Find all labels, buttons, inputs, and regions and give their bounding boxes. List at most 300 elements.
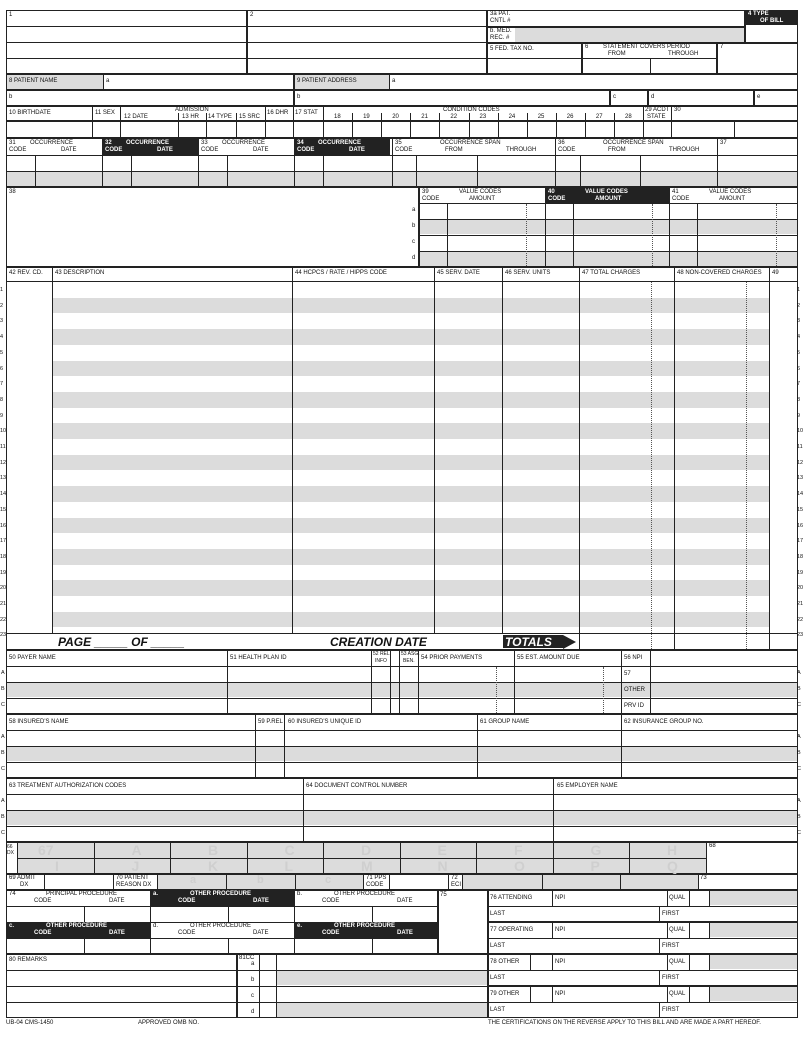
divider [552, 954, 553, 970]
divider [488, 906, 798, 907]
condition-code-label: 24 [508, 114, 516, 120]
service-line-number-left: 14 [0, 491, 7, 498]
physician-last: LAST [490, 943, 506, 949]
service-line-number-right: 13 [797, 475, 804, 482]
cents-divider [746, 282, 747, 649]
condition-code-label: 26 [566, 114, 574, 120]
remarks-row-letter: c [251, 993, 254, 999]
field-35-title: OCCURRENCE SPAN [440, 140, 501, 146]
procedure-date-label: DATE [253, 898, 269, 904]
divider [131, 155, 132, 187]
field-9a-address[interactable] [389, 74, 798, 90]
divider [717, 138, 718, 187]
divider [120, 106, 121, 138]
occurrence-code: CODE [201, 147, 219, 153]
physician-npi: NPI [555, 927, 566, 933]
field-42-header: 42 REV. CD. [9, 270, 43, 276]
service-line-number-left: 23 [0, 632, 7, 639]
divider [303, 778, 304, 842]
diagnosis-letter: C [284, 842, 295, 858]
creation-date-label: CREATION DATE [330, 635, 427, 649]
divider [709, 986, 710, 1002]
procedure-date-label: DATE [397, 898, 413, 904]
condition-code-label: 22 [450, 114, 458, 120]
field-52-label-1: 52 REL. [373, 651, 392, 657]
totals-arrow-icon [563, 635, 576, 649]
procedure-code-label: CODE [322, 930, 340, 936]
field-48-header: 48 NON-COVERED CHARGES [677, 270, 762, 276]
field-9e-letter: e [757, 94, 761, 100]
occurrence-num: 34 [297, 140, 304, 146]
field-6-num: 6 [585, 44, 589, 50]
procedure-letter: 74 [9, 891, 16, 897]
divider [227, 650, 228, 714]
divider [247, 842, 248, 874]
divider [206, 113, 207, 138]
service-line-number-right: 14 [797, 491, 804, 498]
row-letter-left: B [1, 686, 5, 692]
payer-shade-row [7, 683, 797, 697]
value-code-row-letter: c [412, 239, 415, 245]
service-line-number-right: 2 [797, 302, 801, 309]
divider [6, 794, 798, 795]
procedure-code-label: CODE [178, 930, 196, 936]
row-letter-left: C [1, 830, 5, 836]
occurrence-num: 33 [201, 140, 208, 146]
divider [448, 874, 449, 890]
condition-code-label: 28 [625, 114, 632, 120]
divider [390, 650, 391, 714]
field-53-label-1: 53 ASG. [401, 651, 420, 657]
row-letter-left: C [1, 766, 5, 772]
divider [659, 1002, 660, 1018]
service-line-number-left: 22 [0, 616, 7, 623]
divider [6, 666, 798, 667]
field-35-through: THROUGH [506, 147, 537, 153]
divider [674, 267, 675, 650]
service-line-number-left: 10 [0, 428, 7, 435]
divider [381, 113, 382, 138]
field-51-label: 51 HEALTH PLAN ID [230, 655, 287, 661]
procedure-title: OTHER PROCEDURE [190, 923, 252, 929]
diagnosis-letter: E [437, 842, 447, 858]
row-letter-right: C [797, 830, 801, 836]
value-code-code: CODE [548, 196, 566, 202]
row-letter-right: B [797, 686, 801, 692]
divider [227, 155, 228, 187]
divider [236, 113, 237, 138]
field-75-label: 75 [440, 892, 447, 898]
procedure-letter: c. [9, 923, 15, 929]
field-9b-letter: b [297, 94, 301, 100]
cents-divider [776, 204, 777, 266]
field-66-label-1: 66 [7, 844, 13, 850]
divider [6, 938, 438, 939]
cents-divider [603, 667, 604, 713]
remarks-shade [277, 1003, 487, 1017]
physician-qual: QUAL [669, 991, 686, 997]
service-line-shade [53, 612, 769, 628]
divider [709, 922, 710, 938]
occurrence-date: DATE [253, 147, 269, 153]
occurrence-code: CODE [9, 147, 27, 153]
cents-divider [496, 667, 497, 713]
field-3b-label-1: b. MED. [490, 28, 512, 34]
occurrence-date: DATE [157, 147, 173, 153]
admission-input-row[interactable] [6, 121, 798, 138]
field-9d-zip[interactable] [648, 90, 754, 106]
physician-first: FIRST [662, 1007, 680, 1013]
reason-dx-c: c [325, 874, 332, 886]
totals-label: TOTALS [505, 635, 552, 649]
occurrence-date: DATE [61, 147, 77, 153]
field-55-label: 55 EST. AMOUNT DUE [517, 655, 580, 661]
value-code-title: VALUE CODES [709, 189, 752, 195]
physician-qual: QUAL [669, 895, 686, 901]
divider [352, 113, 353, 138]
divider [6, 986, 488, 987]
divider [650, 650, 651, 714]
divider [416, 155, 417, 187]
service-line-number-left: 13 [0, 475, 7, 482]
divider [620, 874, 621, 890]
field-9e-country[interactable] [754, 90, 798, 106]
divider [629, 842, 630, 874]
value-code-title: VALUE CODES [459, 189, 502, 195]
divider [247, 26, 487, 27]
procedure-date-label: DATE [397, 930, 413, 936]
divider [276, 954, 277, 1018]
physician-shade [710, 955, 797, 969]
divider [6, 633, 798, 634]
field-3a-patient-control[interactable] [487, 10, 745, 27]
divider [659, 906, 660, 922]
remarks-row-letter: b [251, 977, 255, 983]
field-29-label-2: STATE [647, 114, 666, 120]
divider [621, 714, 622, 778]
divider [643, 106, 644, 138]
field-52-label-2: INFO [375, 658, 387, 664]
divider [667, 922, 668, 938]
service-line-number-left: 19 [0, 569, 7, 576]
service-line-shade [53, 392, 769, 408]
divider [542, 874, 543, 890]
service-line-shade [53, 361, 769, 377]
divider [371, 650, 372, 714]
physician-title: 78 OTHER [490, 959, 520, 965]
divider [530, 986, 531, 1002]
physician-first: FIRST [662, 911, 680, 917]
service-line-number-right: 7 [797, 381, 801, 388]
field-6-through: THROUGH [668, 51, 699, 57]
divider [372, 906, 373, 922]
diagnosis-letter: Q [667, 858, 678, 874]
field-53-label-2: BEN. [403, 658, 415, 664]
diagnosis-letter: J [131, 858, 140, 874]
value-code-num: 40 [548, 189, 555, 195]
service-line-number-right: 10 [797, 428, 804, 435]
service-line-number-right: 22 [797, 616, 804, 623]
field-60-label: 60 INSURED'S UNIQUE ID [288, 719, 362, 725]
field-9-label: 9 PATIENT ADDRESS [297, 78, 357, 84]
divider [530, 954, 531, 970]
procedure-title: OTHER PROCEDURE [334, 923, 396, 929]
row-letter-left: A [1, 734, 5, 740]
service-line-number-right: 23 [797, 632, 804, 639]
field-35-num: 35 [395, 140, 402, 146]
occurrence-title: OCCURRENCE [318, 140, 362, 146]
field-8a-letter: a [106, 78, 110, 84]
physician-last: LAST [490, 911, 506, 917]
occurrence-title: OCCURRENCE [126, 140, 170, 146]
value-code-code: CODE [422, 196, 440, 202]
row-letter-left: A [1, 670, 5, 676]
divider [573, 203, 574, 267]
divider [502, 267, 503, 633]
condition-code-label: 27 [595, 114, 603, 120]
row-letter-right: A [797, 670, 801, 676]
procedure-title: OTHER PROCEDURE [46, 923, 108, 929]
field-46-header: 46 SERV. UNITS [505, 270, 551, 276]
divider [17, 842, 18, 874]
divider [659, 970, 660, 986]
divider [614, 113, 615, 138]
cents-divider [651, 282, 652, 649]
field-12-label: 12 DATE [124, 114, 148, 120]
service-line-number-right: 19 [797, 569, 804, 576]
field-57-label: 57 [624, 671, 631, 677]
divider [399, 650, 400, 714]
diagnosis-letter: F [514, 842, 523, 858]
divider [419, 251, 798, 252]
service-line-number-right: 16 [797, 522, 804, 529]
service-line-number-left: 18 [0, 553, 7, 560]
service-line-shade [53, 298, 769, 314]
procedure-title: OTHER PROCEDURE [190, 891, 252, 897]
value-code-shade [420, 252, 797, 266]
cents-divider [652, 204, 653, 266]
divider [323, 106, 324, 138]
divider [488, 1002, 798, 1003]
field-36-num: 36 [558, 140, 565, 146]
field-80-label: 80 REMARKS [9, 957, 48, 963]
field-62-label: 62 INSURANCE GROUP NO. [624, 719, 704, 725]
field-7[interactable] [717, 43, 798, 74]
value-code-amount: AMOUNT [595, 196, 622, 202]
field-3a-label-1: 3a PAT. [490, 11, 511, 17]
divider [6, 42, 247, 43]
divider [734, 121, 735, 138]
field-61-label: 61 GROUP NAME [480, 719, 530, 725]
field-1-label: 1 [9, 12, 13, 18]
field-2-label: 2 [250, 12, 254, 18]
procedure-letter: a. [153, 891, 159, 897]
divider [469, 113, 470, 138]
field-14-label: 14 TYPE [208, 114, 232, 120]
field-70-label-2: REASON DX [116, 882, 152, 888]
service-line-number-left: 2 [0, 302, 4, 309]
physician-shade [710, 923, 797, 937]
divider [477, 714, 478, 778]
field-3b-label-2: REC. # [490, 35, 510, 41]
occurrence-title: OCCURRENCE [30, 140, 74, 146]
service-line-number-left: 4 [0, 334, 4, 341]
procedure-code-label: CODE [34, 930, 52, 936]
field-5-label: 5 FED. TAX NO. [490, 46, 534, 52]
procedure-date-label: DATE [253, 930, 269, 936]
service-line-number-right: 1 [797, 287, 801, 293]
field-45-header: 45 SERV. DATE [437, 270, 480, 276]
service-line-number-right: 17 [797, 538, 804, 545]
field-8a-patient-name[interactable] [103, 74, 294, 90]
field-75-box[interactable] [438, 890, 488, 954]
divider [669, 187, 670, 267]
divider [400, 842, 401, 874]
divider [6, 698, 798, 699]
divider [247, 58, 487, 59]
service-line-shade [53, 455, 769, 471]
divider [706, 842, 707, 874]
divider [6, 906, 438, 907]
service-line-number-right: 9 [797, 412, 801, 419]
divider [247, 42, 487, 43]
field-35-code: CODE [395, 147, 413, 153]
insured-shade-row [7, 747, 797, 761]
procedure-title: OTHER PROCEDURE [334, 891, 396, 897]
form-id: UB-04 CMS-1450 [6, 1020, 54, 1026]
service-line-number-right: 4 [797, 334, 801, 341]
procedure-code-label: CODE [322, 898, 340, 904]
occurrence-code: CODE [105, 147, 123, 153]
page-of-label: PAGE _____ OF _____ [58, 635, 185, 649]
diagnosis-letter: L [284, 858, 294, 874]
value-code-row-letter: d [412, 255, 416, 261]
divider [667, 986, 668, 1002]
divider [295, 874, 296, 890]
divider [585, 113, 586, 138]
field-3a-label-2: CNTL # [490, 18, 511, 24]
divider [419, 235, 798, 236]
row-letter-right: C [797, 702, 801, 708]
service-line-number-right: 8 [797, 396, 801, 403]
service-line-number-right: 21 [797, 601, 804, 607]
service-line-number-left: 6 [0, 365, 4, 372]
divider [418, 650, 419, 714]
value-code-title: VALUE CODES [585, 189, 628, 195]
diagnosis-letter: G [590, 842, 602, 858]
diagnosis-letter: D [361, 842, 372, 858]
service-line-number-left: 15 [0, 506, 7, 513]
physician-last: LAST [490, 1007, 506, 1013]
divider [689, 954, 690, 970]
field-29-label-1: 29 ACDT [645, 107, 670, 113]
divider [698, 874, 699, 890]
diagnosis-letter: I [55, 858, 59, 874]
occurrence-shade-row [7, 172, 797, 186]
service-line-number-right: 12 [797, 459, 804, 466]
value-code-num: 41 [672, 189, 679, 195]
field-7-label: 7 [720, 44, 724, 50]
divider [259, 954, 260, 1018]
divider [228, 906, 229, 922]
eci-shade [463, 875, 698, 889]
divider [94, 842, 95, 874]
physician-shade [710, 891, 797, 905]
occurrence-code: CODE [297, 147, 315, 153]
remarks-row-letter: d [251, 1009, 255, 1015]
field-6-from: FROM [608, 51, 626, 57]
field-71-label-1: 71 PPS [366, 875, 387, 881]
field-8-label: 8 PATIENT NAME [9, 78, 58, 84]
divider [667, 954, 668, 970]
remarks-shade [277, 971, 487, 985]
divider [689, 986, 690, 1002]
divider [323, 155, 324, 187]
divider [52, 267, 53, 633]
field-68-label: 68 [709, 843, 716, 849]
field-9b-address[interactable] [294, 90, 610, 106]
field-36-from: FROM [608, 147, 626, 153]
divider [6, 730, 798, 731]
omb-number: APPROVED OMB NO. [138, 1020, 200, 1026]
divider [6, 58, 247, 59]
field-54-label: 54 PRIOR PAYMENTS [421, 655, 483, 661]
field-36-title: OCCURRENCE SPAN [603, 140, 664, 146]
field-9c-letter: c [613, 94, 616, 100]
divider [6, 155, 798, 156]
field-43-header: 43 DESCRIPTION [55, 270, 105, 276]
diagnosis-letter: H [667, 842, 678, 858]
field-35-from: FROM [445, 147, 463, 153]
service-line-number-right: 6 [797, 365, 801, 372]
field-71-label-2: CODE [366, 882, 384, 888]
divider [689, 890, 690, 906]
service-line-shade [53, 580, 769, 596]
condition-code-label: 19 [363, 114, 370, 120]
divider [697, 203, 698, 267]
physician-qual: QUAL [669, 959, 686, 965]
row-letter-left: B [1, 814, 5, 820]
field-17-label: 17 STAT [295, 110, 318, 116]
divider [552, 922, 553, 938]
divider [488, 970, 798, 971]
physician-title: 79 OTHER [490, 991, 520, 997]
procedure-letter: d. [153, 923, 159, 929]
divider [709, 954, 710, 970]
field-47-header: 47 TOTAL CHARGES [582, 270, 641, 276]
service-line-shade [53, 486, 769, 502]
service-line-number-left: 11 [0, 444, 6, 450]
field-38-box[interactable] [6, 187, 419, 267]
field-72-label-2: ECI [451, 882, 462, 888]
service-line-number-right: 5 [797, 349, 801, 356]
divider [6, 171, 798, 172]
field-57-other: OTHER [624, 687, 645, 693]
physician-qual: QUAL [669, 927, 686, 933]
diagnosis-letter: N [437, 858, 448, 874]
divider [476, 842, 477, 874]
physician-last: LAST [490, 975, 506, 981]
service-line-number-left: 1 [0, 287, 4, 293]
diagnosis-letter: B [208, 842, 219, 858]
physician-title: 77 OPERATING [490, 927, 534, 933]
service-line-number-left: 8 [0, 396, 4, 403]
field-50-label: 50 PAYER NAME [9, 655, 56, 661]
condition-code-label: 23 [479, 114, 487, 120]
field-16-label: 16 DHR [267, 110, 289, 116]
field-8b-patient-name[interactable] [6, 90, 294, 106]
service-line-number-right: 15 [797, 506, 804, 513]
